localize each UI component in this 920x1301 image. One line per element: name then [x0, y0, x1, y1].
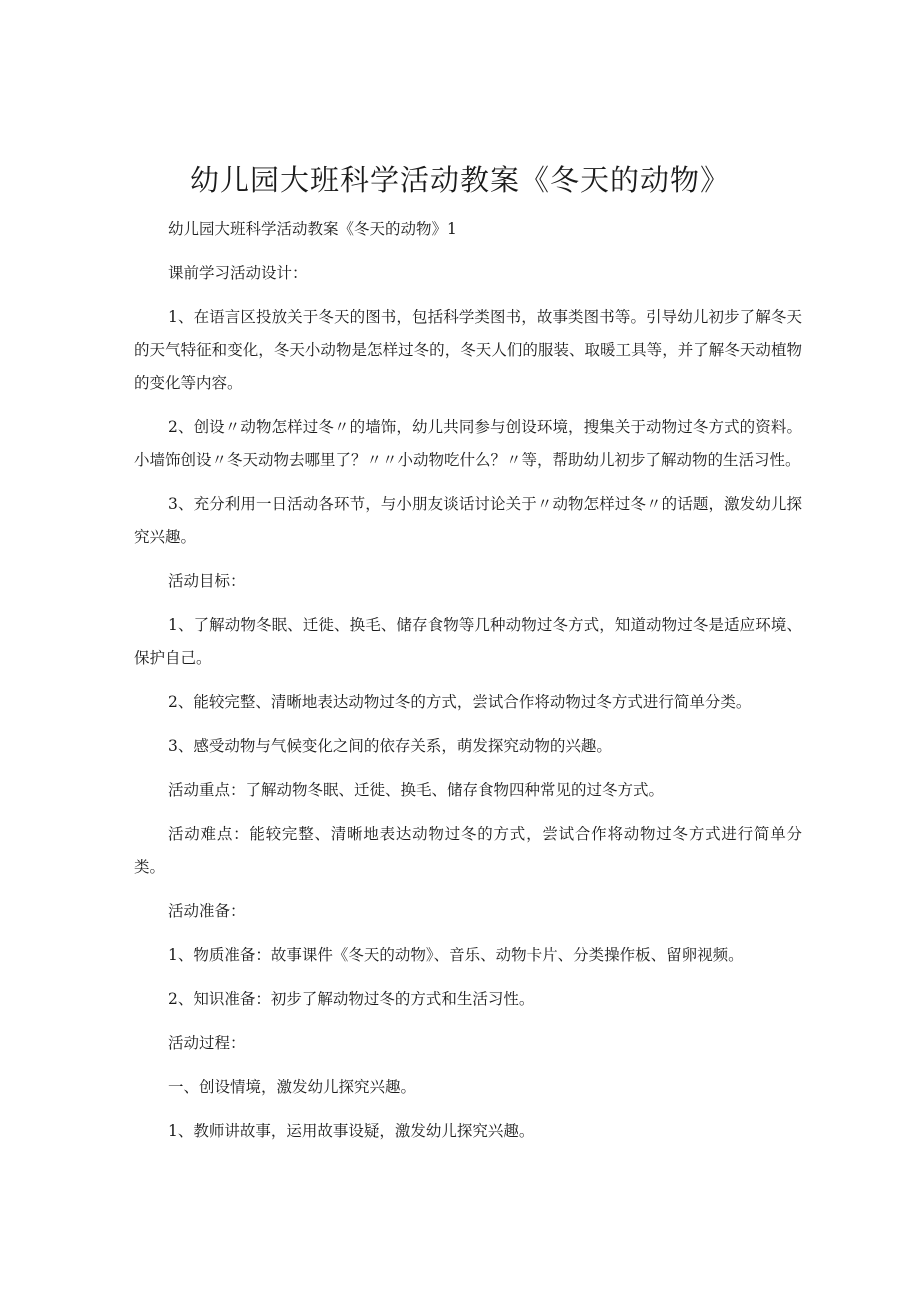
subtitle-paragraph: 幼儿园大班科学活动教案《冬天的动物》1 [168, 220, 457, 238]
paragraph: 1、在语言区投放关于冬天的图书，包括科学类图书，故事类图书等。引导幼儿初步了解冬天的天气特征和变化，冬天小动物是怎样过冬的，冬天人们的服装、取暖工具等，并了解冬天动植物的变化等内容。 [134, 308, 802, 392]
paragraph: 1、教师讲故事，运用故事设疑，激发幼儿探究兴趣。 [168, 1122, 535, 1140]
paragraph: 2、创设〃动物怎样过冬〃的墙饰，幼儿共同参与创设环境，搜集关于动物过冬方式的资料。小墙饰创设〃冬天动物去哪里了？〃〃小动物吃什么？〃等，帮助幼儿初步了解动物的生活习性。 [134, 418, 802, 469]
paragraph: 3、感受动物与气候变化之间的依存关系，萌发探究动物的兴趣。 [168, 737, 612, 755]
section-heading-goals: 活动目标： [168, 572, 246, 590]
paragraph: 1、物质准备：故事课件《冬天的动物》、音乐、动物卡片、分类操作板、留卵视频。 [168, 946, 744, 964]
document-title: 幼儿园大班科学活动教案《冬天的动物》 [189, 163, 730, 197]
document-body [134, 213, 802, 1159]
paragraph: 3、充分利用一日活动各环节，与小朋友谈话讨论关于〃动物怎样过冬〃的话题，激发幼儿探究兴趣。 [134, 495, 802, 546]
section-heading-preparation: 活动准备： [168, 902, 246, 920]
section-heading-pre-class-design: 课前学习活动设计： [168, 264, 308, 282]
paragraph: 一、创设情境，激发幼儿探究兴趣。 [168, 1078, 417, 1096]
paragraph-difficulty: 活动难点：能较完整、清晰地表达动物过冬的方式，尝试合作将动物过冬方式进行简单分类。 [134, 825, 802, 876]
paragraph: 1、了解动物冬眠、迁徙、换毛、储存食物等几种动物过冬方式，知道动物过冬是适应环境、保护自己。 [134, 616, 802, 667]
paragraph-key-point: 活动重点：了解动物冬眠、迁徙、换毛、储存食物四种常见的过冬方式。 [168, 781, 665, 799]
paragraph: 2、知识准备：初步了解动物过冬的方式和生活习性。 [168, 990, 535, 1008]
paragraph: 2、能较完整、清晰地表达动物过冬的方式，尝试合作将动物过冬方式进行简单分类。 [168, 693, 752, 711]
section-heading-process: 活动过程： [168, 1034, 246, 1052]
